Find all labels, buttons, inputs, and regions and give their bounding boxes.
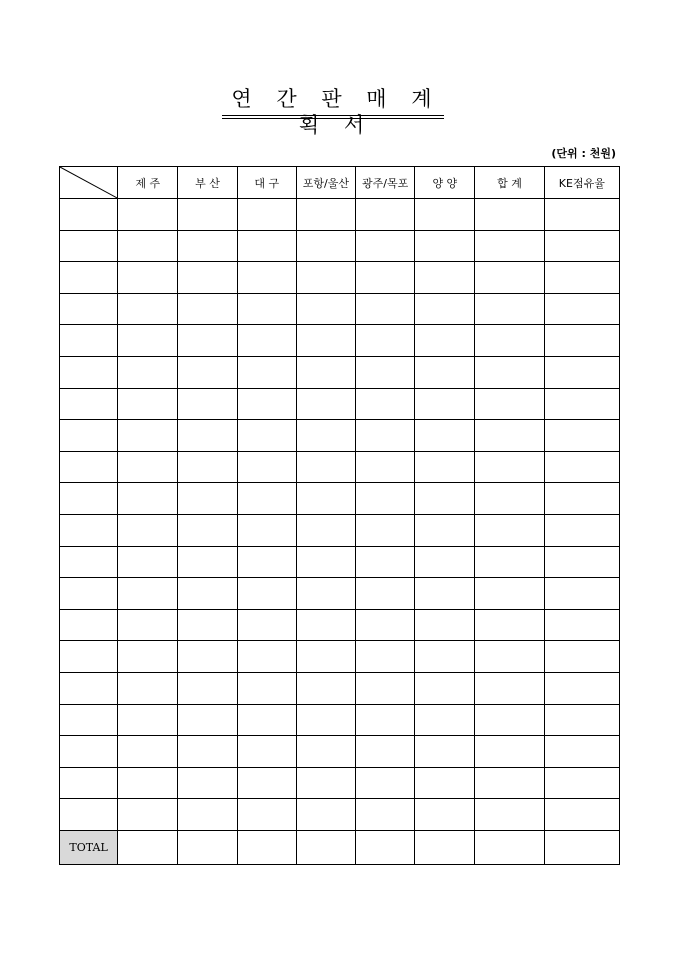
header-jeju: 제 주 [118,167,178,199]
table-cell[interactable] [237,199,296,231]
table-cell[interactable] [475,641,544,673]
table-cell[interactable] [60,356,118,388]
table-cell[interactable] [237,609,296,641]
table-row [60,451,620,483]
table-cell[interactable] [118,420,178,452]
table-cell[interactable] [118,736,178,768]
table-cell[interactable] [237,736,296,768]
table-cell[interactable] [544,420,619,452]
table-cell[interactable] [296,546,355,578]
table-cell[interactable] [60,293,118,325]
table-cell[interactable] [544,672,619,704]
table-cell[interactable] [475,609,544,641]
table-cell[interactable] [60,672,118,704]
table-cell[interactable] [178,293,237,325]
table-cell[interactable] [296,199,355,231]
table-cell[interactable] [356,451,415,483]
table-cell[interactable] [475,388,544,420]
table-cell[interactable] [475,799,544,831]
total-cell[interactable] [118,830,178,864]
table-cell[interactable] [356,420,415,452]
table-cell[interactable] [544,293,619,325]
table-cell[interactable] [237,356,296,388]
table-row [60,230,620,262]
table-cell[interactable] [544,325,619,357]
table-cell[interactable] [475,262,544,294]
table-cell[interactable] [296,483,355,515]
table-cell[interactable] [356,799,415,831]
table-row [60,483,620,515]
unit-note: (단위 : 천원) [551,147,616,160]
table-cell[interactable] [296,293,355,325]
table-cell[interactable] [356,704,415,736]
total-row [60,830,620,864]
table-cell[interactable] [415,641,475,673]
table-cell[interactable] [415,325,475,357]
table-cell[interactable] [237,262,296,294]
table-cell[interactable] [296,767,355,799]
table-cell[interactable] [237,325,296,357]
table-cell[interactable] [415,230,475,262]
table-cell[interactable] [475,356,544,388]
table-cell[interactable] [237,704,296,736]
table-row [60,388,620,420]
table-row [60,736,620,768]
table-cell[interactable] [178,799,237,831]
table-cell[interactable] [415,451,475,483]
total-cell[interactable] [296,830,355,864]
table-cell[interactable] [296,641,355,673]
table-cell[interactable] [415,388,475,420]
table-row [60,578,620,610]
table-cell[interactable] [415,609,475,641]
table-cell[interactable] [118,704,178,736]
table-cell[interactable] [544,262,619,294]
table-cell[interactable] [296,388,355,420]
table-cell[interactable] [544,578,619,610]
table-cell[interactable] [178,767,237,799]
document-title: 연 간 판 매 계 획 서 [231,87,441,137]
table-cell[interactable] [178,451,237,483]
table-cell[interactable] [296,262,355,294]
table-cell[interactable] [544,609,619,641]
table-cell[interactable] [415,672,475,704]
table-cell[interactable] [178,641,237,673]
table-cell[interactable] [237,799,296,831]
table-cell[interactable] [356,609,415,641]
table-cell[interactable] [296,514,355,546]
table-cell[interactable] [475,578,544,610]
table-cell[interactable] [118,546,178,578]
table-cell[interactable] [356,578,415,610]
table-cell[interactable] [118,325,178,357]
table-cell[interactable] [178,325,237,357]
table-cell[interactable] [237,420,296,452]
table-cell[interactable] [237,641,296,673]
header-yangyang: 양 양 [415,167,475,199]
table-cell[interactable] [356,514,415,546]
table-cell[interactable] [356,325,415,357]
table-cell[interactable] [544,546,619,578]
table-cell[interactable] [544,483,619,515]
table-cell[interactable] [475,767,544,799]
table-cell[interactable] [544,641,619,673]
table-cell[interactable] [60,736,118,768]
table-cell[interactable] [178,609,237,641]
table-cell[interactable] [118,388,178,420]
table-cell[interactable] [415,199,475,231]
total-cell[interactable] [178,830,237,864]
table-cell[interactable] [60,799,118,831]
table-cell[interactable] [237,578,296,610]
table-cell[interactable] [237,293,296,325]
table-cell[interactable] [356,199,415,231]
table-cell[interactable] [356,672,415,704]
table-cell[interactable] [544,388,619,420]
table-row [60,293,620,325]
table-cell[interactable] [237,388,296,420]
table-cell[interactable] [237,767,296,799]
table-cell[interactable] [178,356,237,388]
header-total-sum: 합 계 [475,167,544,199]
table-cell[interactable] [178,388,237,420]
table-cell[interactable] [544,356,619,388]
table-cell[interactable] [475,420,544,452]
table-cell[interactable] [60,262,118,294]
table-cell[interactable] [118,578,178,610]
table-cell[interactable] [544,451,619,483]
table-cell[interactable] [118,293,178,325]
table-cell[interactable] [60,767,118,799]
table-cell[interactable] [296,230,355,262]
table-cell[interactable] [544,704,619,736]
table-cell[interactable] [544,514,619,546]
table-cell[interactable] [178,420,237,452]
table-cell[interactable] [178,199,237,231]
table-cell[interactable] [118,514,178,546]
table-cell[interactable] [118,451,178,483]
table-cell[interactable] [415,736,475,768]
table-cell[interactable] [178,262,237,294]
table-cell[interactable] [475,451,544,483]
table-cell[interactable] [356,641,415,673]
table-cell[interactable] [475,704,544,736]
table-cell[interactable] [296,325,355,357]
table-row [60,514,620,546]
table-cell[interactable] [296,736,355,768]
table-cell[interactable] [544,767,619,799]
table-cell[interactable] [475,546,544,578]
table-cell[interactable] [60,483,118,515]
table-cell[interactable] [415,293,475,325]
header-gwangju-mokpo: 광주/목포 [356,167,415,199]
table-cell[interactable] [415,483,475,515]
table-cell[interactable] [178,704,237,736]
table-cell[interactable] [415,704,475,736]
table-cell[interactable] [178,578,237,610]
table-cell[interactable] [415,546,475,578]
table-cell[interactable] [60,514,118,546]
table-cell[interactable] [475,483,544,515]
table-cell[interactable] [60,546,118,578]
table-cell[interactable] [544,230,619,262]
table-cell[interactable] [415,767,475,799]
table-row [60,672,620,704]
header-pohang-ulsan: 포항/울산 [296,167,355,199]
table-cell[interactable] [60,199,118,231]
header-ke-share: KE점유율 [544,167,619,199]
table-cell[interactable] [475,293,544,325]
table-cell[interactable] [356,483,415,515]
table-cell[interactable] [118,609,178,641]
table-row [60,262,620,294]
table-cell[interactable] [356,356,415,388]
title-underline-top [222,115,444,116]
table-cell[interactable] [356,388,415,420]
table-row [60,546,620,578]
table-cell[interactable] [544,799,619,831]
table-cell[interactable] [118,199,178,231]
table-cell[interactable] [415,356,475,388]
table-row [60,199,620,231]
table-cell[interactable] [415,514,475,546]
table-cell[interactable] [237,546,296,578]
total-label: TOTAL [60,830,118,864]
table-row [60,641,620,673]
table-cell[interactable] [544,199,619,231]
table-cell[interactable] [475,672,544,704]
document-title-block [222,86,444,138]
table-row [60,609,620,641]
table-cell[interactable] [415,799,475,831]
table-cell[interactable] [475,736,544,768]
table-cell[interactable] [178,546,237,578]
table-cell[interactable] [475,514,544,546]
table-cell[interactable] [296,799,355,831]
table-cell[interactable] [415,578,475,610]
table-cell[interactable] [60,420,118,452]
diagonal-line [60,167,117,198]
table-row [60,420,620,452]
table-cell[interactable] [60,704,118,736]
table-cell[interactable] [356,767,415,799]
table-cell[interactable] [475,325,544,357]
table-cell[interactable] [475,199,544,231]
table-cell[interactable] [475,230,544,262]
table-cell[interactable] [178,736,237,768]
table-cell[interactable] [118,262,178,294]
table-cell[interactable] [60,451,118,483]
table-cell[interactable] [178,514,237,546]
table-cell[interactable] [296,451,355,483]
header-busan: 부 산 [178,167,237,199]
header-daegu: 대 구 [237,167,296,199]
table-cell[interactable] [356,262,415,294]
table-row [60,356,620,388]
table-cell[interactable] [118,799,178,831]
table-cell[interactable] [356,293,415,325]
table-cell[interactable] [296,609,355,641]
table-cell[interactable] [178,230,237,262]
header-row [60,167,620,199]
table-cell[interactable] [296,704,355,736]
table-cell[interactable] [237,230,296,262]
table-row [60,767,620,799]
table-cell[interactable] [356,736,415,768]
table-cell[interactable] [237,451,296,483]
table-cell[interactable] [60,388,118,420]
table-cell[interactable] [237,514,296,546]
table-cell[interactable] [118,230,178,262]
table-cell[interactable] [296,356,355,388]
table-cell[interactable] [415,420,475,452]
table-cell[interactable] [60,578,118,610]
table-cell[interactable] [118,672,178,704]
table-cell[interactable] [118,641,178,673]
table-cell[interactable] [60,325,118,357]
table-cell[interactable] [60,609,118,641]
table-cell[interactable] [544,736,619,768]
table-cell[interactable] [60,641,118,673]
table-cell[interactable] [296,578,355,610]
table-cell[interactable] [60,230,118,262]
total-cell[interactable] [544,830,619,864]
sales-plan-table [59,166,620,865]
corner-diagonal-cell [60,167,118,199]
table-cell[interactable] [237,672,296,704]
table-row [60,799,620,831]
table-cell[interactable] [178,672,237,704]
table-cell[interactable] [296,672,355,704]
total-cell[interactable] [475,830,544,864]
table-cell[interactable] [118,483,178,515]
title-underline-bottom [222,118,444,119]
table-cell[interactable] [118,767,178,799]
total-cell[interactable] [356,830,415,864]
table-row [60,704,620,736]
total-cell[interactable] [237,830,296,864]
table-cell[interactable] [356,546,415,578]
table-cell[interactable] [296,420,355,452]
total-cell[interactable] [415,830,475,864]
table-cell[interactable] [237,483,296,515]
table-row [60,325,620,357]
table-cell[interactable] [415,262,475,294]
table-cell[interactable] [118,356,178,388]
table-cell[interactable] [178,483,237,515]
table-cell[interactable] [356,230,415,262]
